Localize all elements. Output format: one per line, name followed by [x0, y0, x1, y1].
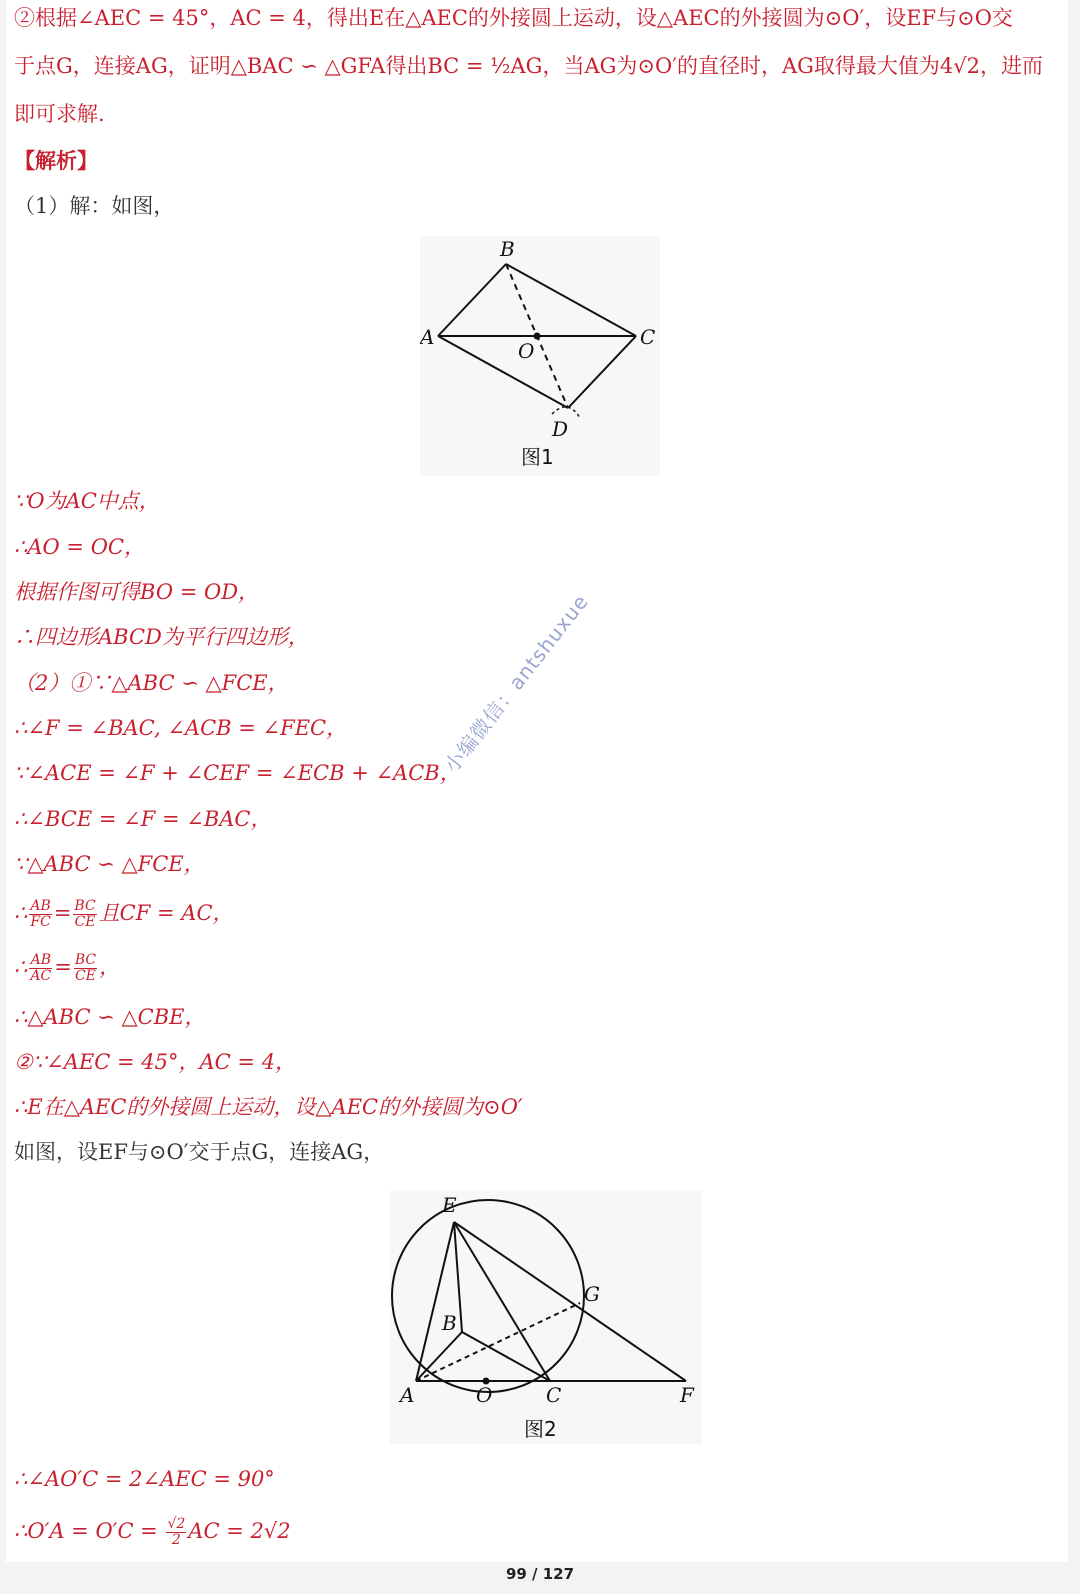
figure-1: [420, 236, 660, 476]
hint-line-1: ②根据∠AEC = 45°，AC = 4，得出E在△AEC的外接圆上运动，设△AEC的外接圆为⊙O′，设EF与⊙O交: [14, 6, 1013, 30]
segment-cd: [568, 336, 636, 408]
frac2-suffix: ，: [99, 955, 121, 979]
frac1-den1: FC: [30, 914, 51, 930]
page-number: 99 / 127: [505, 1565, 575, 1583]
segment-ad: [438, 336, 568, 408]
frac2-left: [29, 953, 52, 984]
label-o: O: [518, 339, 535, 363]
step-4: ∴四边形ABCD为平行四边形，: [14, 625, 309, 649]
label-d: D: [552, 417, 569, 441]
final-step-1: ∴∠AO′C = 2∠AEC = 90°: [14, 1467, 275, 1491]
figure-2: [390, 1190, 702, 1444]
part1-intro: （1）解：如图，: [14, 194, 175, 218]
frac2-num2: BC: [74, 952, 97, 968]
segment-ab: [416, 1332, 462, 1381]
label-a: A: [400, 1383, 415, 1407]
final2-num: √2: [167, 1516, 186, 1532]
step-11: ②∵∠AEC = 45°，AC = 4，: [14, 1050, 297, 1074]
figure-1-svg: [420, 236, 660, 476]
frac1-num1: AB: [30, 898, 51, 914]
segment-bc: [462, 1332, 550, 1381]
step-13: 如图，设EF与⊙O′交于点G，连接AG，: [14, 1140, 385, 1164]
label-b: B: [500, 237, 515, 261]
frac1-den2: CE: [74, 914, 96, 930]
frac1-left: [29, 899, 51, 930]
step-6: ∴∠F = ∠BAC, ∠ACB = ∠FEC，: [14, 716, 348, 740]
step-9: ∵△ABC ∽ △FCE，: [14, 852, 205, 876]
hint-line-3: 即可求解.: [14, 102, 105, 126]
fraction-line-2: ∴ $\frac{AB}{AC}$ = $\frac{BC}{CE}$ ，: [14, 952, 121, 984]
segment-ag-dashed: [416, 1303, 580, 1381]
figure-2-svg: [390, 1190, 702, 1444]
label-a: A: [420, 325, 435, 349]
frac2-right: [74, 953, 97, 984]
final2-den: 2: [171, 1532, 181, 1548]
final-step-2: [14, 1516, 291, 1548]
final2-frac: [166, 1517, 186, 1548]
point-o: [534, 333, 541, 340]
final2-suffix: AC = 2√2: [188, 1519, 291, 1543]
step-2: ∴AO = OC，: [14, 535, 145, 559]
frac1-num2: BC: [74, 898, 96, 914]
frac2-den1: AC: [30, 968, 52, 984]
step-12: ∴E在△AEC的外接圆上运动，设△AEC的外接圆为⊙O′: [14, 1095, 523, 1119]
watermark-text: 小编微信：antshuxue: [439, 589, 594, 778]
section-title: 【解析】: [14, 148, 98, 173]
label-f: F: [680, 1383, 694, 1407]
hint-line-2: 于点G，连接AG，证明△BAC ∽ △GFA得出BC = ½AG，当AG为⊙O′的直径时，AG取得最大值为4√2，进而: [14, 54, 1044, 78]
step-5: （2）①∵△ABC ∽ △FCE，: [14, 671, 289, 695]
frac2-prefix: ∴: [14, 955, 28, 979]
fraction-line-1: ∴ $\frac{AB}{FC}$ = $\frac{BC}{CE}$ 且CF = AC，: [14, 898, 234, 930]
step-3: 根据作图可得BO = OD，: [14, 580, 260, 604]
step-7: ∵∠ACE = ∠F + ∠CEF = ∠ECB + ∠ACB，: [14, 761, 461, 785]
step-8: ∴∠BCE = ∠F = ∠BAC，: [14, 807, 272, 831]
label-c: C: [546, 1383, 562, 1407]
label-c: C: [640, 325, 656, 349]
frac2-num1: AB: [30, 952, 51, 968]
label-o: O: [476, 1383, 493, 1407]
label-e: E: [442, 1193, 457, 1217]
segment-ae: [416, 1222, 454, 1381]
label-b: B: [442, 1311, 457, 1335]
segment-bc: [506, 264, 636, 336]
label-g: G: [584, 1282, 600, 1306]
frac1-prefix: ∴: [14, 901, 28, 925]
figure-1-caption: 图1: [521, 445, 554, 469]
step-1: ∵O为AC中点，: [14, 489, 160, 513]
final2-prefix: ∴O′A = O′C =: [14, 1519, 165, 1543]
frac1-right: [73, 899, 96, 930]
frac2-den2: CE: [74, 968, 96, 984]
step-10: ∴△ABC ∽ △CBE，: [14, 1005, 206, 1029]
document-page: [6, 0, 1068, 1562]
frac1-suffix: 且CF = AC，: [98, 901, 234, 925]
segment-ab: [438, 264, 506, 336]
figure-2-caption: 图2: [524, 1417, 557, 1441]
